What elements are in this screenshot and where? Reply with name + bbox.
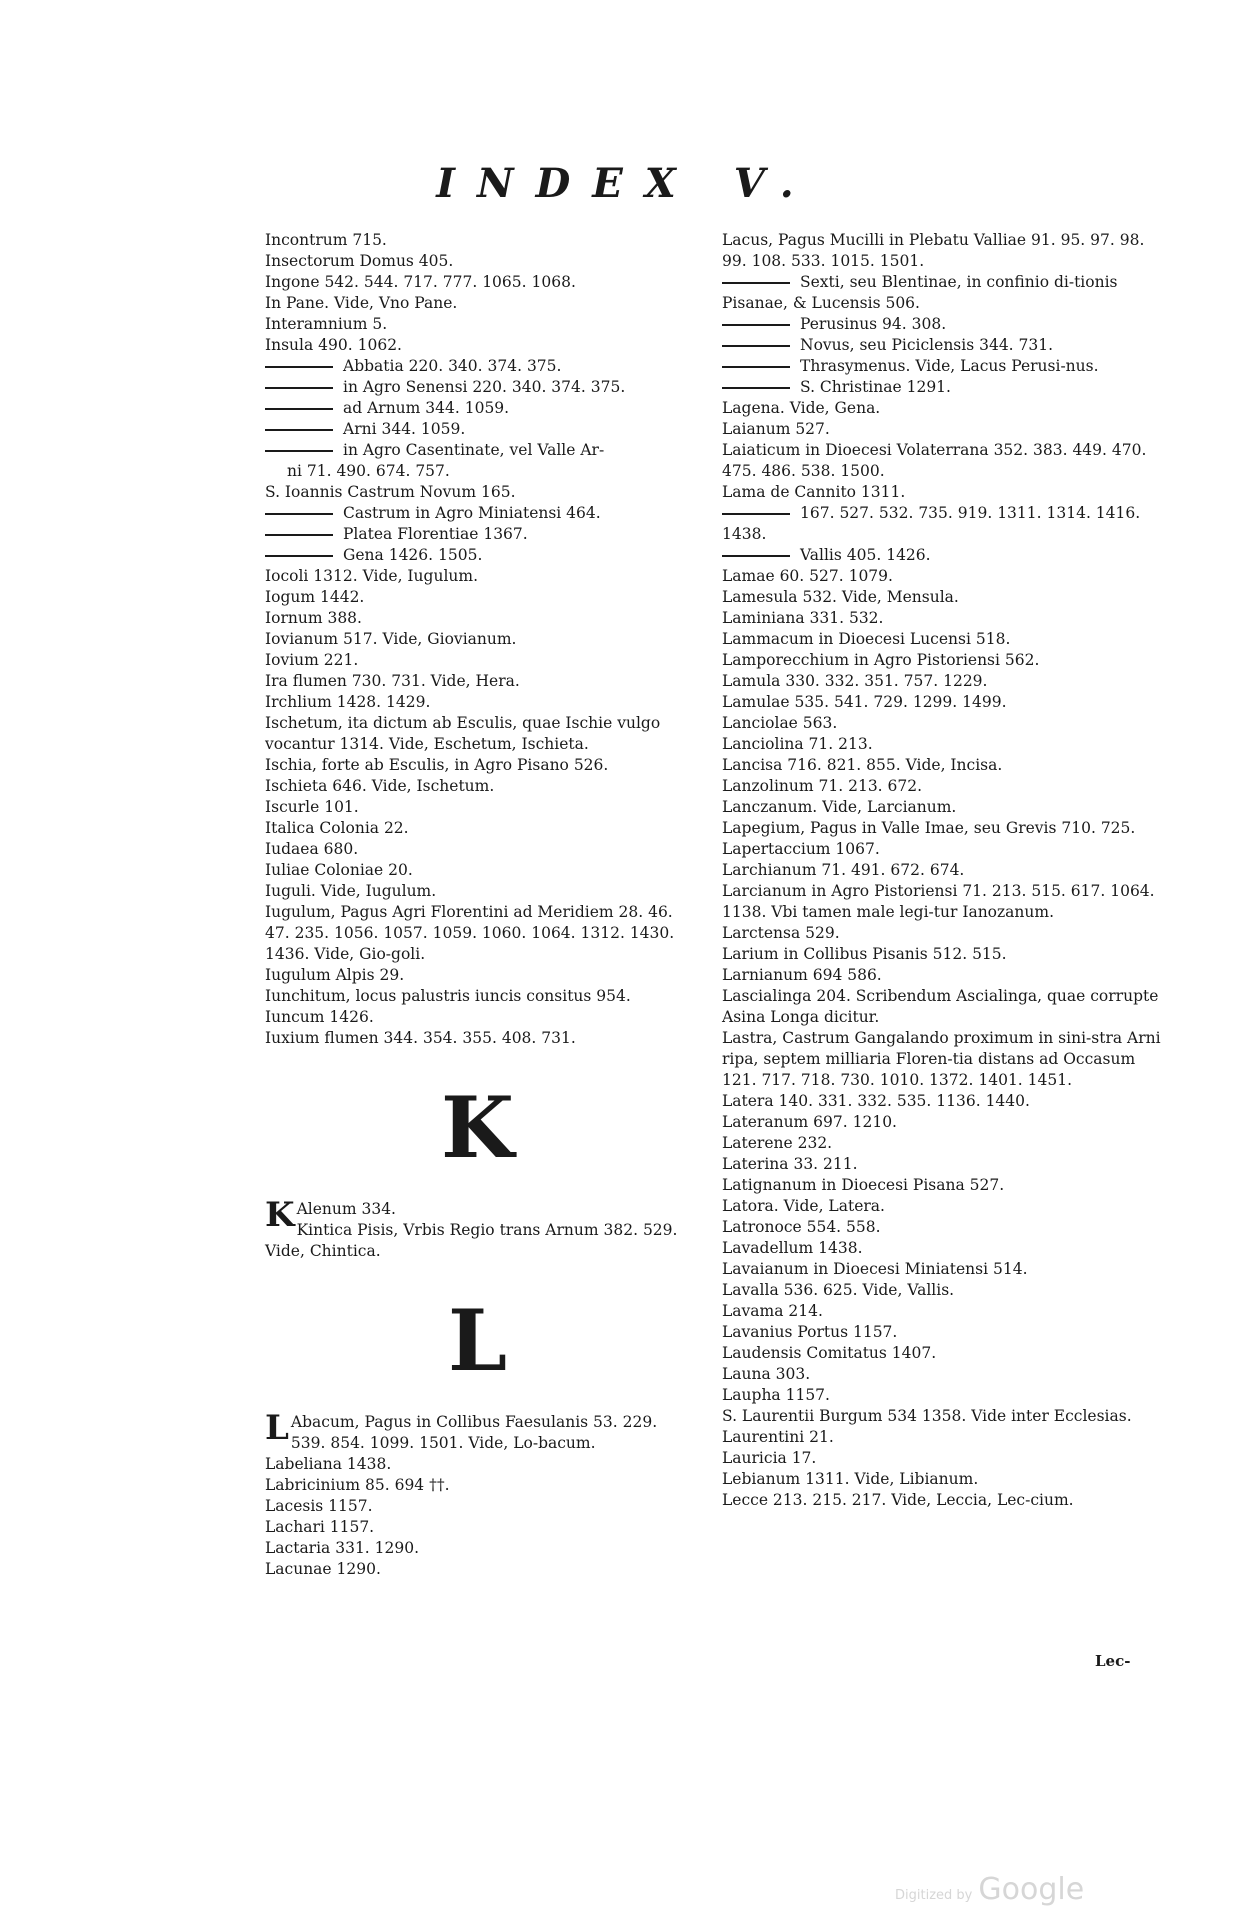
entry-text: Abacum, Pagus in Collibus Faesulanis 53. 229. 539. 854. 1099. 1501. Vide, Lo-bacum. <box>290 1413 658 1452</box>
index-entry <box>265 1475 690 1496</box>
entry-text: S. Ioannis Castrum Novum 165. <box>265 483 516 501</box>
index-entry <box>722 965 1162 986</box>
entry-text: Lavadellum 1438. <box>722 1239 863 1257</box>
index-entry <box>265 650 690 671</box>
index-entry <box>265 965 690 986</box>
index-entry <box>722 1217 1162 1238</box>
index-entry <box>265 881 690 902</box>
index-entry <box>265 272 690 293</box>
entry-text: Lagena. Vide, Gena. <box>722 399 881 417</box>
entry-text: Lamporecchium in Agro Pistoriensi 562. <box>722 651 1040 669</box>
index-entry <box>265 692 690 713</box>
index-entry <box>722 1427 1162 1448</box>
index-entry <box>722 923 1162 944</box>
entry-text: Larium in Collibus Pisanis 512. 515. <box>722 945 1007 963</box>
index-entry <box>722 1112 1162 1133</box>
entry-text: Lacunae 1290. <box>265 1560 381 1578</box>
entry-text: Iuliae Coloniae 20. <box>265 861 413 879</box>
left-column <box>265 230 690 1580</box>
entry-text: Lapertaccium 1067. <box>722 840 880 858</box>
index-entry <box>722 272 1162 314</box>
index-entry <box>722 1364 1162 1385</box>
entry-text: Laiaticum in Dioecesi Volaterrana 352. 383. 449. 470. 475. 486. 538. 1500. <box>722 441 1147 480</box>
ditto-dash <box>722 366 790 368</box>
entry-text: Lacesis 1157. <box>265 1497 373 1515</box>
ditto-dash <box>265 450 333 452</box>
index-entry <box>722 818 1162 839</box>
index-entry <box>265 1007 690 1028</box>
index-entry <box>265 860 690 881</box>
entry-text: Lavanius Portus 1157. <box>722 1323 898 1341</box>
index-entry <box>722 734 1162 755</box>
entry-text: Ischetum, ita dictum ab Esculis, quae Ischie vulgo vocantur 1314. Vide, Eschetum, Ischieta. <box>265 714 661 753</box>
entry-text: Thrasymenus. Vide, Lacus Perusi-nus. <box>800 357 1099 375</box>
entry-text: S. Laurentii Burgum 534 1358. Vide inter Ecclesias. <box>722 1407 1132 1425</box>
index-entry <box>265 587 690 608</box>
entry-text: Iocoli 1312. Vide, Iugulum. <box>265 567 479 585</box>
catchword: Lec- <box>1095 1652 1131 1670</box>
index-entry <box>265 503 690 524</box>
ditto-dash <box>265 387 333 389</box>
index-entry <box>722 314 1162 335</box>
entry-text: Lanzolinum 71. 213. 672. <box>722 777 923 795</box>
index-entry <box>722 881 1162 923</box>
entry-text: Kintica Pisis, Vrbis Regio trans Arnum 382. 529. Vide, Chintica. <box>265 1221 678 1260</box>
entry-text: Larchianum 71. 491. 672. 674. <box>722 861 965 879</box>
index-entry <box>722 797 1162 818</box>
entry-text: 167. 527. 532. 735. 919. 1311. 1314. 1416. 1438. <box>722 504 1141 543</box>
entry-text: Interamnium 5. <box>265 315 388 333</box>
entries-letter-l-cont <box>722 230 1162 1511</box>
index-entry <box>265 566 690 587</box>
entry-text: Laterene 232. <box>722 1134 833 1152</box>
entry-text: Lascialinga 204. Scribendum Ascialinga, quae corrupte Asina Longa dicitur. <box>722 987 1159 1026</box>
index-entry <box>265 776 690 797</box>
entry-text: Insectorum Domus 405. <box>265 252 454 270</box>
drop-cap: K <box>265 1195 295 1235</box>
entries-letter-i <box>265 230 690 1049</box>
index-entry <box>722 566 1162 587</box>
entry-text: Arni 344. 1059. <box>343 420 466 438</box>
index-entry <box>265 629 690 650</box>
index-entry <box>265 1028 690 1049</box>
index-entry <box>265 671 690 692</box>
entry-text: Iuxium flumen 344. 354. 355. 408. 731. <box>265 1029 576 1047</box>
index-entry <box>265 461 690 482</box>
index-entry <box>722 1175 1162 1196</box>
index-entry <box>722 944 1162 965</box>
entry-text: Laterina 33. 211. <box>722 1155 858 1173</box>
entry-text: Lacus, Pagus Mucilli in Plebatu Valliae 91. 95. 97. 98. 99. 108. 533. 1015. 1501. <box>722 231 1145 270</box>
index-entry <box>265 398 690 419</box>
entry-text: Iovianum 517. Vide, Giovianum. <box>265 630 517 648</box>
index-entry <box>265 377 690 398</box>
index-entry <box>722 1469 1162 1490</box>
entry-text: Latera 140. 331. 332. 535. 1136. 1440. <box>722 1092 1030 1110</box>
entry-text: Lanczanum. Vide, Larcianum. <box>722 798 957 816</box>
entry-text: Lavalla 536. 625. Vide, Vallis. <box>722 1281 955 1299</box>
index-entry <box>265 1195 690 1235</box>
entries-letter-k <box>265 1195 690 1262</box>
ditto-dash <box>722 555 790 557</box>
index-entry <box>265 251 690 272</box>
entries-letter-l <box>265 1408 690 1580</box>
entry-text: Gena 1426. 1505. <box>343 546 483 564</box>
page-title: INDEX V. <box>436 160 816 207</box>
entry-text: Latronoce 554. 558. <box>722 1218 881 1236</box>
index-entry <box>722 986 1162 1028</box>
index-entry <box>722 377 1162 398</box>
index-entry <box>722 1385 1162 1406</box>
index-entry <box>722 1133 1162 1154</box>
index-entry <box>722 587 1162 608</box>
entry-text: Laminiana 331. 532. <box>722 609 884 627</box>
index-entry <box>722 419 1162 440</box>
entry-text: Iugulum, Pagus Agri Florentini ad Meridiem 28. 46. 47. 235. 1056. 1057. 1059. 1060. 1064. 1312. 1430. 1436. Vide, Gio-goli. <box>265 903 675 963</box>
entry-text: Novus, seu Piciclensis 344. 731. <box>800 336 1054 354</box>
index-entry <box>265 839 690 860</box>
ditto-dash <box>722 345 790 347</box>
index-entry <box>265 1454 690 1475</box>
entry-text: Alenum 334. <box>296 1200 396 1218</box>
index-entry <box>265 419 690 440</box>
entry-text: Lavaianum in Dioecesi Miniatensi 514. <box>722 1260 1028 1278</box>
index-entry <box>722 230 1162 272</box>
entry-text: Lama de Cannito 1311. <box>722 483 906 501</box>
index-entry <box>265 986 690 1007</box>
index-entry <box>722 650 1162 671</box>
drop-cap: L <box>265 1408 289 1448</box>
digitized-watermark <box>895 1872 1084 1907</box>
entry-text: Vallis 405. 1426. <box>800 546 931 564</box>
entry-text: Italica Colonia 22. <box>265 819 409 837</box>
entry-text: Lavama 214. <box>722 1302 823 1320</box>
index-entry <box>265 293 690 314</box>
entry-text: Lebianum 1311. Vide, Libianum. <box>722 1470 979 1488</box>
entry-text: Abbatia 220. 340. 374. 375. <box>343 357 562 375</box>
index-entry <box>722 356 1162 377</box>
entry-text: Iovium 221. <box>265 651 359 669</box>
index-entry <box>722 1490 1162 1511</box>
entry-text: Lastra, Castrum Gangalando proximum in sini-stra Arni ripa, septem milliaria Floren-tia distans ad Occasum 121. 717. 718. 730. 1010. 1372. 1401. 1451. <box>722 1029 1161 1089</box>
index-entry <box>722 545 1162 566</box>
index-entry <box>265 818 690 839</box>
entry-text: Lactaria 331. 1290. <box>265 1539 420 1557</box>
index-entry <box>722 1196 1162 1217</box>
index-entry <box>265 1559 690 1580</box>
index-entry <box>265 230 690 251</box>
index-entry <box>722 482 1162 503</box>
watermark-prefix: Digitized by <box>895 1888 973 1903</box>
index-entry <box>722 1091 1162 1112</box>
index-entry <box>722 335 1162 356</box>
entry-text: Platea Florentiae 1367. <box>343 525 528 543</box>
entry-text: Lamae 60. 527. 1079. <box>722 567 893 585</box>
index-entry <box>265 356 690 377</box>
entry-text: Labricinium 85. 694 ††. <box>265 1476 450 1494</box>
index-entry <box>722 629 1162 650</box>
entry-text: Larctensa 529. <box>722 924 840 942</box>
entry-text: Larcianum in Agro Pistoriensi 71. 213. 515. 617. 1064. 1138. Vbi tamen male legi-tur Ianozanum. <box>722 882 1155 921</box>
entry-text: Lammacum in Dioecesi Lucensi 518. <box>722 630 1011 648</box>
index-entry <box>265 335 690 356</box>
entry-text: Laudensis Comitatus 1407. <box>722 1344 937 1362</box>
index-entry <box>265 524 690 545</box>
index-entry <box>722 1301 1162 1322</box>
index-entry <box>722 503 1162 545</box>
index-entry <box>722 1343 1162 1364</box>
ditto-dash <box>265 513 333 515</box>
index-entry <box>722 1406 1162 1427</box>
index-entry <box>722 1280 1162 1301</box>
entry-text: Laurentini 21. <box>722 1428 834 1446</box>
index-entry <box>265 902 690 965</box>
index-entry <box>265 440 690 461</box>
entry-text: Labeliana 1438. <box>265 1455 392 1473</box>
entry-text: Lanciolina 71. 213. <box>722 735 873 753</box>
index-entry <box>722 713 1162 734</box>
index-entry <box>265 1220 690 1262</box>
section-letter-l: L <box>447 1291 508 1390</box>
entry-text: Ischieta 646. Vide, Ischetum. <box>265 777 495 795</box>
entry-text: Ira flumen 730. 731. Vide, Hera. <box>265 672 520 690</box>
entry-text: Iunchitum, locus palustris iuncis consitus 954. <box>265 987 631 1005</box>
entry-text: Lancisa 716. 821. 855. Vide, Incisa. <box>722 756 1003 774</box>
entry-text: Castrum in Agro Miniatensi 464. <box>343 504 601 522</box>
index-entry <box>722 398 1162 419</box>
ditto-dash <box>722 324 790 326</box>
index-entry <box>265 608 690 629</box>
entry-text: Iugulum Alpis 29. <box>265 966 405 984</box>
entry-text: ni 71. 490. 674. 757. <box>287 462 450 480</box>
index-entry <box>722 1259 1162 1280</box>
entry-text: S. Christinae 1291. <box>800 378 951 396</box>
ditto-dash <box>265 429 333 431</box>
index-entry <box>722 755 1162 776</box>
entry-text: Lateranum 697. 1210. <box>722 1113 897 1131</box>
ditto-dash <box>265 555 333 557</box>
entry-text: Iudaea 680. <box>265 840 359 858</box>
entry-text: in Agro Senensi 220. 340. 374. 375. <box>343 378 626 396</box>
entry-text: Lamulae 535. 541. 729. 1299. 1499. <box>722 693 1007 711</box>
index-entry <box>722 1448 1162 1469</box>
entry-text: Lanciolae 563. <box>722 714 838 732</box>
entry-text: Lamesula 532. Vide, Mensula. <box>722 588 959 606</box>
index-entry <box>722 608 1162 629</box>
entry-text: Laupha 1157. <box>722 1386 830 1404</box>
index-entry <box>265 1538 690 1559</box>
index-entry <box>722 776 1162 797</box>
entry-text: Launa 303. <box>722 1365 811 1383</box>
entry-text: Insula 490. 1062. <box>265 336 402 354</box>
right-column <box>722 230 1162 1511</box>
entry-text: Iuncum 1426. <box>265 1008 374 1026</box>
entry-text: Larnianum 694 586. <box>722 966 882 984</box>
entry-text: Lamula 330. 332. 351. 757. 1229. <box>722 672 988 690</box>
entry-text: Latignanum in Dioecesi Pisana 527. <box>722 1176 1005 1194</box>
index-entry <box>265 797 690 818</box>
entry-text: ad Arnum 344. 1059. <box>343 399 510 417</box>
index-entry <box>722 1028 1162 1091</box>
section-letter-k: K <box>440 1078 514 1177</box>
entry-text: Incontrum 715. <box>265 231 387 249</box>
index-entry <box>265 755 690 776</box>
entry-text: Iscurle 101. <box>265 798 359 816</box>
index-entry <box>265 545 690 566</box>
entry-text: Lauricia 17. <box>722 1449 817 1467</box>
entry-text: Lachari 1157. <box>265 1518 375 1536</box>
index-entry <box>722 839 1162 860</box>
index-entry <box>265 1517 690 1538</box>
index-entry <box>722 860 1162 881</box>
ditto-dash <box>265 408 333 410</box>
index-entry <box>265 314 690 335</box>
entry-text: Lecce 213. 215. 217. Vide, Leccia, Lec-cium. <box>722 1491 1074 1509</box>
index-entry <box>722 692 1162 713</box>
entry-text: Lapegium, Pagus in Valle Imae, seu Grevis 710. 725. <box>722 819 1136 837</box>
index-entry <box>265 713 690 755</box>
entry-text: Ingone 542. 544. 717. 777. 1065. 1068. <box>265 273 576 291</box>
index-entry <box>722 671 1162 692</box>
index-entry <box>722 1322 1162 1343</box>
index-entry <box>265 482 690 503</box>
entry-text: Laianum 527. <box>722 420 830 438</box>
index-entry <box>722 1154 1162 1175</box>
entry-text: Perusinus 94. 308. <box>800 315 947 333</box>
entry-text: Iuguli. Vide, Iugulum. <box>265 882 437 900</box>
watermark-logo: Google <box>978 1872 1085 1907</box>
entry-text: in Agro Casentinate, vel Valle Ar- <box>343 441 605 459</box>
index-entry <box>722 440 1162 482</box>
entry-text: Irchlium 1428. 1429. <box>265 693 431 711</box>
ditto-dash <box>722 282 790 284</box>
ditto-dash <box>722 513 790 515</box>
entry-text: Sexti, seu Blentinae, in confinio di-tionis Pisanae, & Lucensis 506. <box>722 273 1118 312</box>
entry-text: Ischia, forte ab Esculis, in Agro Pisano 526. <box>265 756 609 774</box>
entry-text: Iogum 1442. <box>265 588 365 606</box>
ditto-dash <box>265 366 333 368</box>
index-entry <box>265 1408 690 1454</box>
ditto-dash <box>722 387 790 389</box>
entry-text: Latora. Vide, Latera. <box>722 1197 885 1215</box>
index-entry <box>722 1238 1162 1259</box>
entry-text: In Pane. Vide, Vno Pane. <box>265 294 458 312</box>
entry-text: Iornum 388. <box>265 609 362 627</box>
index-entry <box>265 1496 690 1517</box>
ditto-dash <box>265 534 333 536</box>
